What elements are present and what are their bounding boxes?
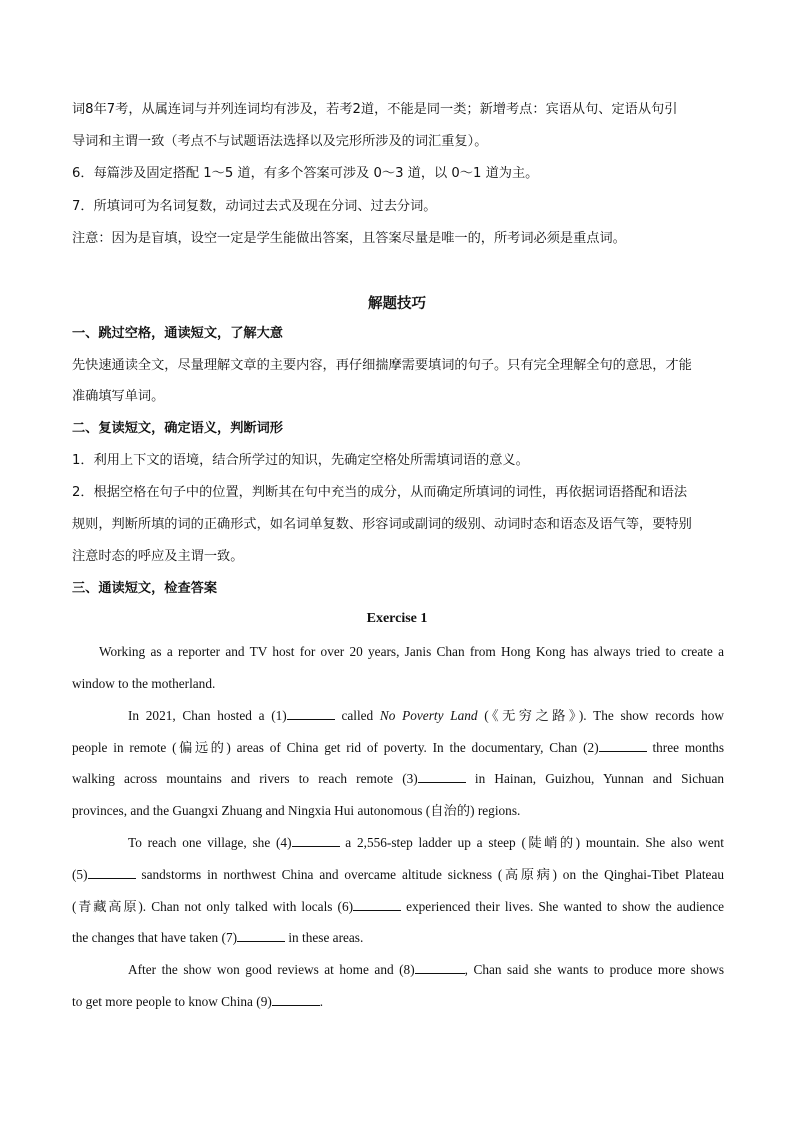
blank-6[interactable]	[353, 897, 401, 911]
para1-line-2: window to the motherland.	[72, 676, 216, 691]
text-run: , Chan said she wants to produce more shows	[464, 962, 725, 977]
tip-paragraph-3b: 规则，判断所填的词的正确形式，如名词单复数、形容词或副词的级别、动词时态和语态及语气等，要特别	[72, 517, 692, 532]
para2-line-3	[72, 769, 724, 789]
show-title: No Poverty Land	[379, 708, 478, 723]
tip-paragraph-1b: 准确填写单词。	[72, 389, 165, 404]
text-run: (5)	[72, 867, 88, 882]
blank-8[interactable]	[415, 960, 465, 974]
text-run: three months	[646, 740, 724, 755]
text-run: sandstorms in northwest China and overcame altitude sickness (高原病) on the Qinghai-Tibet Plateau	[135, 867, 724, 882]
tip-paragraph-1a: 先快速通读全文，尽量理解文章的主要内容，再仔细揣摩需要填词的句子。只有完全理解全句的意思，才能	[72, 358, 692, 373]
blank-2[interactable]	[599, 738, 647, 752]
blank-1[interactable]	[287, 706, 335, 720]
rule-item-6: 6．每篇涉及固定搭配 1～5 道，有多个答案可涉及 0～3 道，以 0～1 道为主。	[72, 166, 539, 181]
para2-line-1	[128, 706, 724, 726]
text-run: experienced their lives. She wanted to show the audience	[401, 899, 725, 914]
text-run: the changes that have taken (7)	[72, 930, 238, 945]
para4-line-2	[72, 992, 724, 1012]
intro-line-2: 导词和主谓一致（考点不与试题语法选择以及完形所涉及的词汇重复）。	[72, 134, 488, 149]
tip-paragraph-2: 1．利用上下文的语境，结合所学过的知识，先确定空格处所需填词语的意义。	[72, 453, 529, 468]
text-run: in Hainan, Guizhou, Yunnan and Sichuan	[465, 771, 724, 786]
para2-line-4: provinces, and the Guangxi Zhuang and Ningxia Hui autonomous (自治的) regions.	[72, 803, 521, 818]
tip-heading-3: 三、通读短文，检查答案	[72, 581, 218, 596]
para2-line-2	[72, 738, 724, 758]
note-paragraph: 注意：因为是盲填，设空一定是学生能做出答案，且答案尽量是唯一的，所考词必须是重点词。	[72, 231, 626, 246]
text-run: (青藏高原). Chan not only talked with locals (6)	[72, 899, 354, 914]
text-run: called	[334, 708, 380, 723]
text-run: .	[319, 994, 324, 1009]
text-run: in these areas.	[285, 930, 364, 945]
text-run: walking across mountains and rivers to reach remote (3)	[72, 771, 418, 786]
para4-line-1	[128, 960, 724, 980]
intro-line-1: 词8年7考，从属连词与并列连词均有涉及，若考2道，不能是同一类；新增考点：宾语从句、定语从句引	[72, 102, 678, 117]
para3-line-1	[128, 833, 724, 853]
text-run: In 2021, Chan hosted a (1)	[128, 708, 287, 723]
blank-7[interactable]	[237, 928, 285, 942]
blank-4[interactable]	[292, 833, 340, 847]
text-run: people in remote (偏远的) areas of China get rid of poverty. In the documentary, Chan (2)	[72, 740, 599, 755]
para3-line-4	[72, 928, 724, 948]
para3-line-2	[72, 865, 724, 885]
tip-heading-2: 二、复读短文，确定语义，判断词形	[72, 421, 283, 436]
tip-heading-1: 一、跳过空格，通读短文，了解大意	[72, 326, 283, 341]
blank-9[interactable]	[272, 992, 320, 1006]
text-run: To reach one village, she (4)	[128, 835, 292, 850]
exercise-title: Exercise 1	[366, 611, 428, 626]
text-run: After the show won good reviews at home and (8)	[128, 962, 415, 977]
text-run: (《无穷之路》). The show records how	[477, 708, 724, 723]
section-title: 解题技巧	[368, 296, 426, 312]
tip-paragraph-3c: 注意时态的呼应及主谓一致。	[72, 549, 244, 564]
rule-item-7: 7．所填词可为名词复数，动词过去式及现在分词、过去分词。	[72, 199, 437, 214]
para1-line-1: Working as a reporter and TV host for over 20 years, Janis Chan from Hong Kong has always tried to create a	[99, 644, 724, 659]
blank-5[interactable]	[88, 865, 136, 879]
text-run: to get more people to know China (9)	[72, 994, 272, 1009]
para3-line-3	[72, 897, 724, 917]
text-run: a 2,556-step ladder up a steep (陡峭的) mountain. She also went	[339, 835, 724, 850]
blank-3[interactable]	[418, 769, 466, 783]
tip-paragraph-3a: 2．根据空格在句子中的位置，判断其在句中充当的成分，从而确定所填词的词性，再依据词语搭配和语法	[72, 485, 688, 500]
